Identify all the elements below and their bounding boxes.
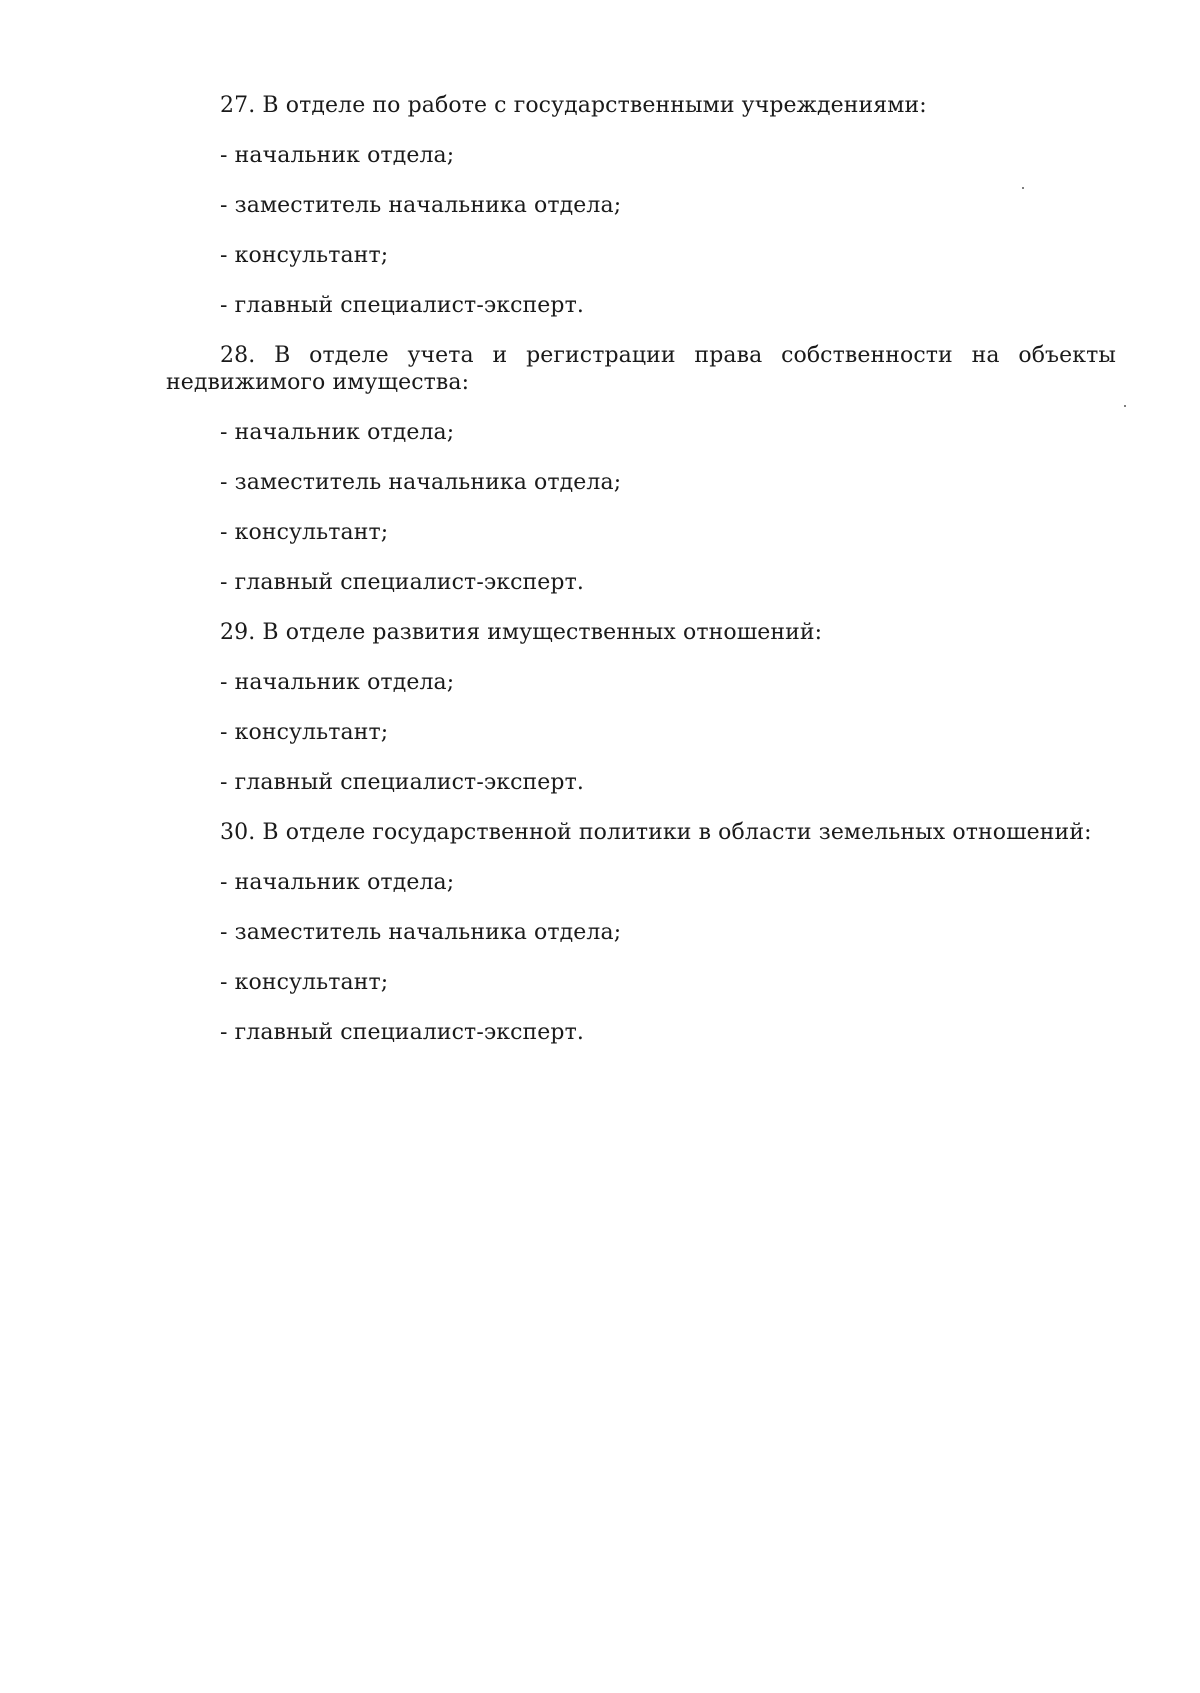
scan-speck (1124, 405, 1126, 407)
list-item: - главный специалист-эксперт. (220, 1020, 584, 1045)
section-heading-29: 29. В отделе развития имущественных отношений: (220, 620, 823, 645)
list-item: - заместитель начальника отдела; (220, 920, 622, 945)
list-item: - главный специалист-эксперт. (220, 770, 584, 795)
section-heading-27: 27. В отделе по работе с государственными учреждениями: (220, 93, 927, 118)
list-item: - главный специалист-эксперт. (220, 570, 584, 595)
list-item: - начальник отдела; (220, 870, 455, 895)
list-item: - консультант; (220, 520, 389, 545)
list-item: - заместитель начальника отдела; (220, 193, 622, 218)
list-item: - консультант; (220, 243, 389, 268)
section-heading-28: 28. В отделе учета и регистрации права собственности на объекты недвижимого имущества: (166, 343, 1116, 395)
list-item: - начальник отдела; (220, 143, 455, 168)
document-body (166, 92, 1116, 1069)
scan-speck (1022, 187, 1024, 189)
list-item: - главный специалист-эксперт. (220, 293, 584, 318)
list-item: - консультант; (220, 970, 389, 995)
section-heading-30: 30. В отделе государственной политики в области земельных отношений: (220, 820, 1092, 845)
list-item: - консультант; (220, 720, 389, 745)
list-item: - начальник отдела; (220, 420, 455, 445)
list-item: - начальник отдела; (220, 670, 455, 695)
list-item: - заместитель начальника отдела; (220, 470, 622, 495)
